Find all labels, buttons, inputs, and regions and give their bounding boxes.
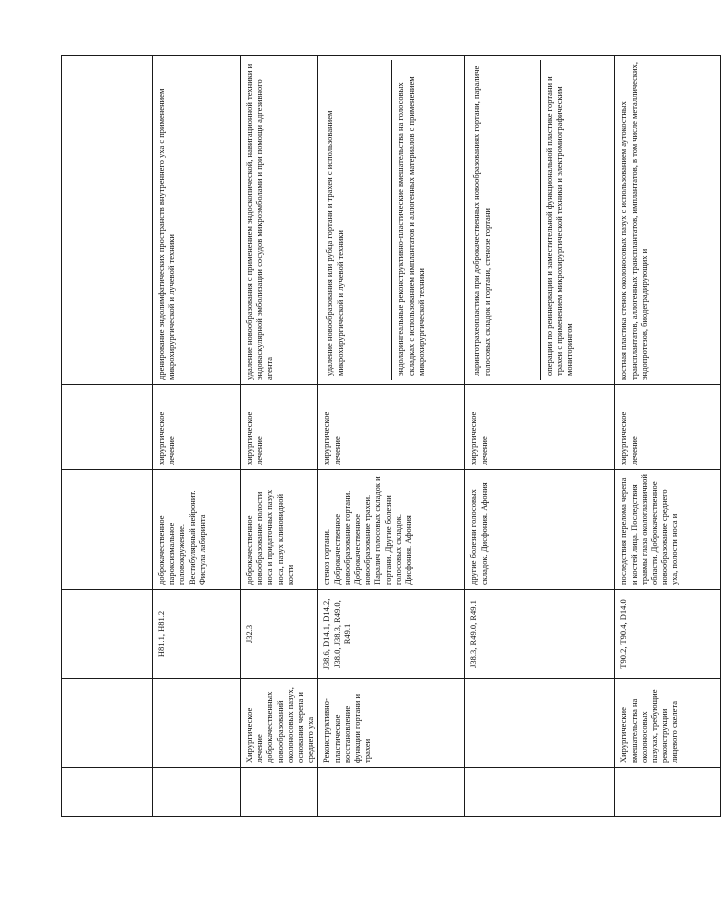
cell-method: дренирование эндолимфатических пространств внутреннего уха с применением микрохирургической и лучевой техники — [153, 56, 241, 385]
cell-method — [318, 56, 465, 385]
cell-num — [318, 768, 465, 817]
cell-treatment: хирургическое лечение — [318, 385, 465, 470]
cell-method — [465, 56, 615, 385]
cell-codes: J32.3 — [241, 590, 318, 679]
cell-diagnosis: другие болезни голосовых складок. Дисфония. Афония — [465, 470, 615, 590]
procedures-table — [61, 55, 721, 817]
table-row — [465, 56, 615, 817]
cell-treatment: хирургическое лечение — [465, 385, 615, 470]
cell-name — [62, 679, 153, 768]
method-part-a: удаление новообразования или рубца гортани и трахеи с использованием микрохирургической и лучевой техники — [324, 110, 345, 376]
table-row — [318, 56, 465, 817]
cell-num — [153, 768, 241, 817]
cell-method: костная пластика стенок околоносовых пазух с использованием аутокостных трансплантатов, аллогенных трансплантатов, имплантатов, в том числе металлических, эндопротезов, биодеградирующих и — [615, 56, 721, 385]
table-row — [62, 56, 153, 817]
cell-num — [465, 768, 615, 817]
cell-codes: T90.2, T90.4, D14.0 — [615, 590, 721, 679]
cell-codes — [62, 590, 153, 679]
table-row — [615, 56, 721, 817]
method-split — [468, 60, 612, 380]
cell-codes: J38.3, R49.0, R49.1 — [465, 590, 615, 679]
cell-treatment: хирургическое лечение — [241, 385, 318, 470]
cell-name — [465, 679, 615, 768]
rotated-table-stage — [61, 56, 680, 817]
cell-num — [615, 768, 721, 817]
cell-diagnosis: стеноз гортани. Доброкачественное новообразование гортани. Доброкачественное новообразование трахеи. Паралич голосовых складок и гортани. Другие болезни голосовых складок. Дисфония. Афония — [318, 470, 465, 590]
cell-name: Хирургические вмешательства на околоносовых пазухах, требующие реконструкции лицевого скелета — [615, 679, 721, 768]
method-split — [321, 60, 462, 380]
table-row — [241, 56, 318, 817]
table-row — [153, 56, 241, 817]
cell-name — [153, 679, 241, 768]
method-part-b: операции по реиннервации и заместительной функциональной пластике гортани и трахеи с применением микрохирургической техники и электромиографическим мониторингом — [540, 60, 613, 380]
cell-treatment: хирургическое лечение — [615, 385, 721, 470]
cell-method — [62, 56, 153, 385]
cell-treatment: хирургическое лечение — [153, 385, 241, 470]
cell-codes: J38.6, D14.1, D14.2, J38.0, J38.3, R49.0, R49.1 — [318, 590, 465, 679]
cell-method: удаление новообразования с применением эндоскопической, навигационной техники и эндоваскулярной эмболизации сосудов микроэмболами и при помощи адгезивного агента — [241, 56, 318, 385]
method-part-a: ларинготрахеопластика при доброкачественных новообразованиях гортани, параличе голосовых складок и гортани, стенозе гортани — [471, 65, 492, 376]
cell-diagnosis: доброкачественное пароксизмальное головокружение. Вестибулярный нейронит. Фистула лабиринта — [153, 470, 241, 590]
cell-diagnosis — [62, 470, 153, 590]
cell-num — [62, 768, 153, 817]
cell-codes: H81.1, H81.2 — [153, 590, 241, 679]
cell-num — [241, 768, 318, 817]
method-part-b: эндоларингеальные реконструктивно-пластические вмешательства на голосовых складках с использованием имплантатов и аллогенных материалов с применением микрохирургической техники — [391, 60, 462, 380]
cell-name: Хирургическое лечение доброкачественных новообразований околоносовых пазух, основания черепа и среднего уха — [241, 679, 318, 768]
cell-diagnosis: доброкачественное новообразование полости носа и придаточных пазух носа, пазух клиновидной кости — [241, 470, 318, 590]
cell-name: Реконструктивно-пластическое восстановление функции гортани и трахеи — [318, 679, 465, 768]
cell-treatment — [62, 385, 153, 470]
cell-diagnosis: последствия перелома черепа и костей лица. Последствия травмы глаза окологлазничной области. Доброкачественное новообразование среднего уха, полости носа и — [615, 470, 721, 590]
